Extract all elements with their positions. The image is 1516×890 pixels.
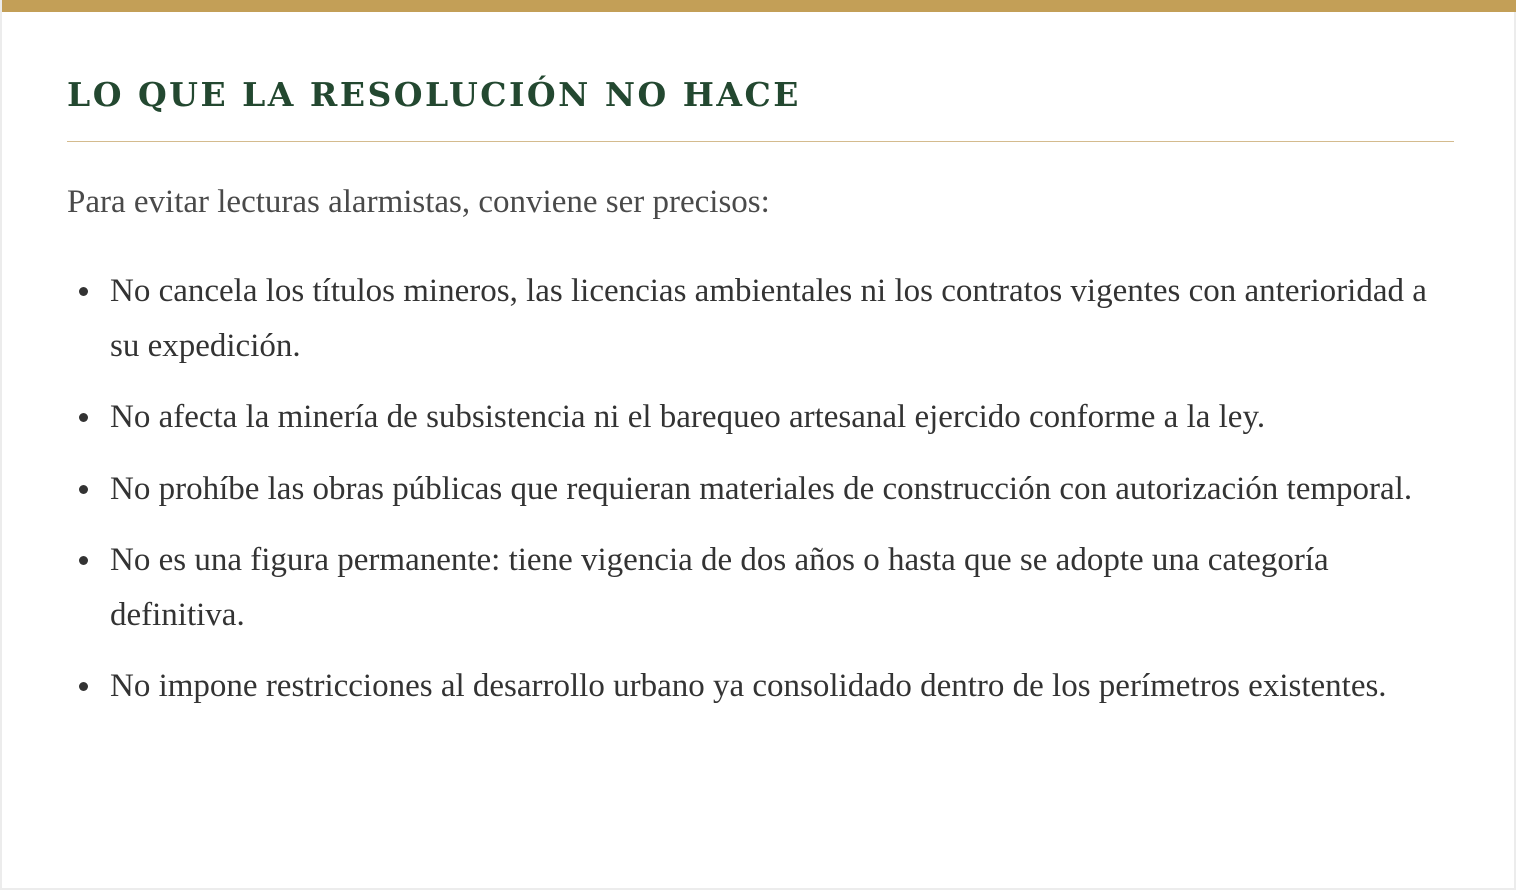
- list-item-text: No prohíbe las obras públicas que requieran materiales de construcción con autorización temporal.: [110, 470, 1413, 507]
- bullet-icon: [79, 287, 88, 296]
- list-item: [67, 264, 1454, 373]
- list-item: [67, 659, 1454, 714]
- section-content: [67, 12, 1454, 731]
- bullet-icon: [79, 556, 88, 565]
- bullet-icon: [79, 413, 88, 422]
- points-list: [67, 264, 1454, 714]
- intro-paragraph: Para evitar lecturas alarmistas, conviene ser precisos:: [67, 184, 770, 220]
- list-item-text: No es una figura permanente: tiene vigencia de dos años o hasta que se adopte una categoría definitiva.: [110, 542, 1329, 633]
- list-item: [67, 533, 1454, 642]
- list-item-text: No impone restricciones al desarrollo urbano ya consolidado dentro de los perímetros existentes.: [110, 668, 1387, 704]
- bullet-icon: [79, 485, 88, 494]
- list-item-text: No afecta la minería de subsistencia ni el barequeo artesanal ejercido conforme a la ley.: [110, 399, 1266, 435]
- list-item: [67, 462, 1454, 517]
- list-item: [67, 390, 1454, 445]
- section-heading: LO QUE LA RESOLUCIÓN NO HACE: [67, 75, 801, 114]
- heading-divider: [67, 141, 1454, 142]
- bullet-icon: [79, 682, 88, 691]
- accent-top-bar: [2, 0, 1516, 12]
- list-item-text: No cancela los títulos mineros, las licencias ambientales ni los contratos vigentes con anterioridad a su expedición.: [110, 273, 1427, 364]
